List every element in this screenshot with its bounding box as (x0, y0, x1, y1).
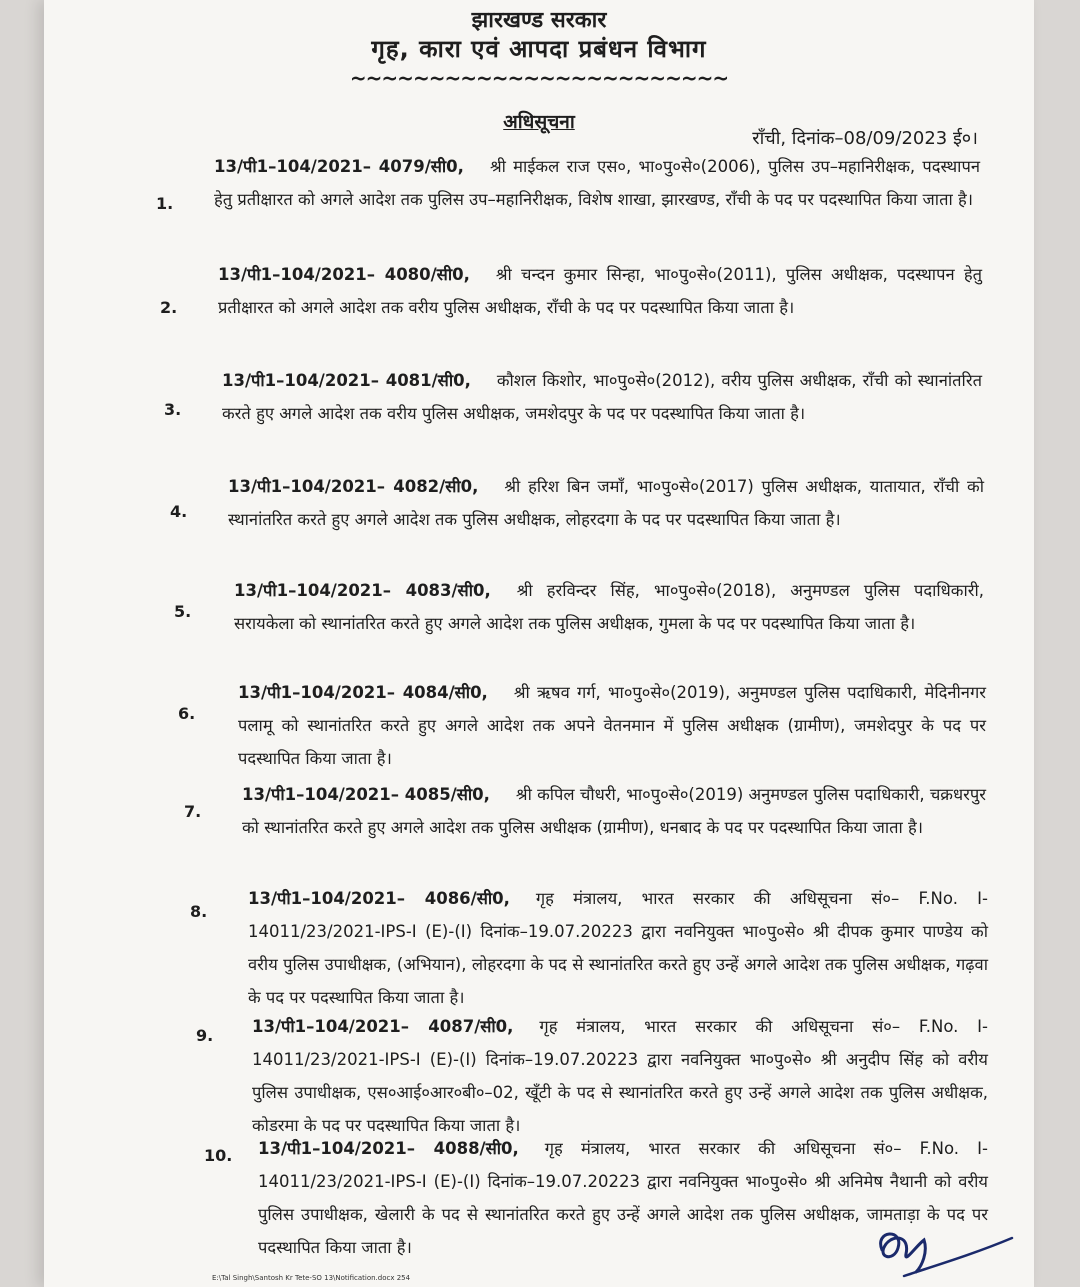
header-separator: ~~~~~~~~~~~~~~~~~~~~~~~~ (349, 66, 729, 90)
item-reference: 13/पी1–104/2021– 4085/सी0, (242, 785, 490, 804)
item-body: श्री हरविन्दर सिंह, भा०पु०से०(2018), अनुमण्डल पुलिस पदाधिकारी, सरायकेला को स्थानांतरित करते हुए अगले आदेश तक पुलिस अधीक्षक, गुमला के पद पर पदस्थापित किया जाता है। (234, 581, 984, 633)
item-body: श्री हरिश बिन जमाँ, भा०पु०से०(2017) पुलिस अधीक्षक, यातायात, राँची को स्थानांतरित करते हुए अगले आदेश तक पुलिस अधीक्षक, लोहरदगा के पद पर पदस्थापित किया जाता है। (228, 477, 984, 529)
item-text (238, 676, 986, 775)
item-body: गृह मंत्रालय, भारत सरकार की अधिसूचना सं०– F.No. I-14011/23/2021-IPS-I (E)-(I) दिनांक–19.07.20223 द्वारा नवनियुक्त भा०पु०से० श्री अनिमेष नैथानी को वरीय पुलिस उपाधीक्षक, खेलारी के पद से स्थानांतरित करते हुए उन्हें अगले आदेश तक पुलिस अधीक्षक, जामताड़ा के पद पर पदस्थापित किया जाता है। (258, 1139, 988, 1257)
item-number: 5. (174, 602, 192, 621)
item-body: श्री माईकल राज एस०, भा०पु०से०(2006), पुलिस उप–महानिरीक्षक, पदस्थापन हेतु प्रतीक्षारत को अगले आदेश तक पुलिस उप–महानिरीक्षक, विशेष शाखा, झारखण्ड, राँची के पद पर पदस्थापित किया जाता है। (214, 157, 980, 209)
item-number: 2. (160, 298, 178, 317)
item-reference: 13/पी1–104/2021– 4086/सी0, (248, 889, 510, 908)
item-number: 3. (164, 400, 182, 419)
place-date: राँची, दिनांक–08/09/2023 ई०। (752, 128, 978, 149)
item-text (252, 1010, 988, 1142)
signature (864, 1210, 1014, 1280)
item-number: 10. (204, 1146, 233, 1165)
item-body: कौशल किशोर, भा०पु०से०(2012), वरीय पुलिस अधीक्षक, राँची को स्थानांतरित करते हुए अगले आदेश तक वरीय पुलिस अधीक्षक, जमशेदपुर के पद पर पदस्थापित किया जाता है। (222, 371, 982, 423)
item-text (222, 364, 982, 430)
item-reference: 13/पी1–104/2021– 4082/सी0, (228, 477, 479, 496)
notification-title: अधिसूचना (503, 111, 575, 133)
item-number: 8. (190, 902, 208, 921)
item-number: 6. (178, 704, 196, 723)
item-text (228, 470, 984, 536)
item-body: श्री ऋषव गर्ग, भा०पु०से०(2019), अनुमण्डल पुलिस पदाधिकारी, मेदिनीनगर पलामू को स्थानांतरित करते हुए अगले आदेश तक अपने वेतनमान में पुलिस अधीक्षक (ग्रामीण), जमशेदपुर के पद पर पदस्थापित किया जाता है। (238, 683, 986, 768)
department-name: गृह, कारा एवं आपदा प्रबंधन विभाग (371, 35, 707, 63)
item-body: श्री कपिल चौधरी, भा०पु०से०(2019) अनुमण्डल पुलिस पदाधिकारी, चक्रधरपुर को स्थानांतरित करते हुए अगले आदेश तक पुलिस अधीक्षक (ग्रामीण), धनबाद के पद पर पदस्थापित किया जाता है। (242, 785, 986, 837)
item-body: श्री चन्दन कुमार सिन्हा, भा०पु०से०(2011), पुलिस अधीक्षक, पदस्थापन हेतु प्रतीक्षारत को अगले आदेश तक वरीय पुलिस अधीक्षक, राँची के पद पर पदस्थापित किया जाता है। (218, 265, 982, 317)
item-reference: 13/पी1–104/2021– 4083/सी0, (234, 581, 491, 600)
item-text (242, 778, 986, 844)
item-body: गृह मंत्रालय, भारत सरकार की अधिसूचना सं०– F.No. I-14011/23/2021-IPS-I (E)-(I) दिनांक–19.07.20223 द्वारा नवनियुक्त भा०पु०से० श्री अनुदीप सिंह को वरीय पुलिस उपाधीक्षक, एस०आई०आर०बी०–02, खूँटी के पद से स्थानांतरित करते हुए उन्हें अगले आदेश तक पुलिस अधीक्षक, कोडरमा के पद पर पदस्थापित किया जाता है। (252, 1017, 988, 1135)
item-reference: 13/पी1–104/2021– 4079/सी0, (214, 157, 464, 176)
item-number: 4. (170, 502, 188, 521)
item-reference: 13/पी1–104/2021– 4081/सी0, (222, 371, 471, 390)
item-number: 9. (196, 1026, 214, 1045)
item-text (234, 574, 984, 640)
item-text (218, 258, 982, 324)
item-number: 7. (184, 802, 202, 821)
file-path: E:\Tal Singh\Santosh Kr Tete-SO 13\Notification.docx 254 (212, 1274, 411, 1282)
document-page (44, 0, 1034, 1287)
item-number: 1. (156, 194, 174, 213)
government-name: झारखण्ड सरकार (471, 8, 607, 33)
item-text (214, 150, 980, 216)
item-reference: 13/पी1–104/2021– 4088/सी0, (258, 1139, 519, 1158)
item-reference: 13/पी1–104/2021– 4084/सी0, (238, 683, 488, 702)
item-text (248, 882, 988, 1014)
item-reference: 13/पी1–104/2021– 4080/सी0, (218, 265, 470, 284)
item-body: गृह मंत्रालय, भारत सरकार की अधिसूचना सं०– F.No. I-14011/23/2021-IPS-I (E)-(I) दिनांक–19.07.20223 द्वारा नवनियुक्त भा०पु०से० श्री दीपक कुमार पाण्डेय को वरीय पुलिस उपाधीक्षक, (अभियान), लोहरदगा के पद से स्थानांतरित करते हुए उन्हें अगले आदेश तक पुलिस अधीक्षक, गढ़वा के पद पर पदस्थापित किया जाता है। (248, 889, 988, 1007)
item-reference: 13/पी1–104/2021– 4087/सी0, (252, 1017, 514, 1036)
